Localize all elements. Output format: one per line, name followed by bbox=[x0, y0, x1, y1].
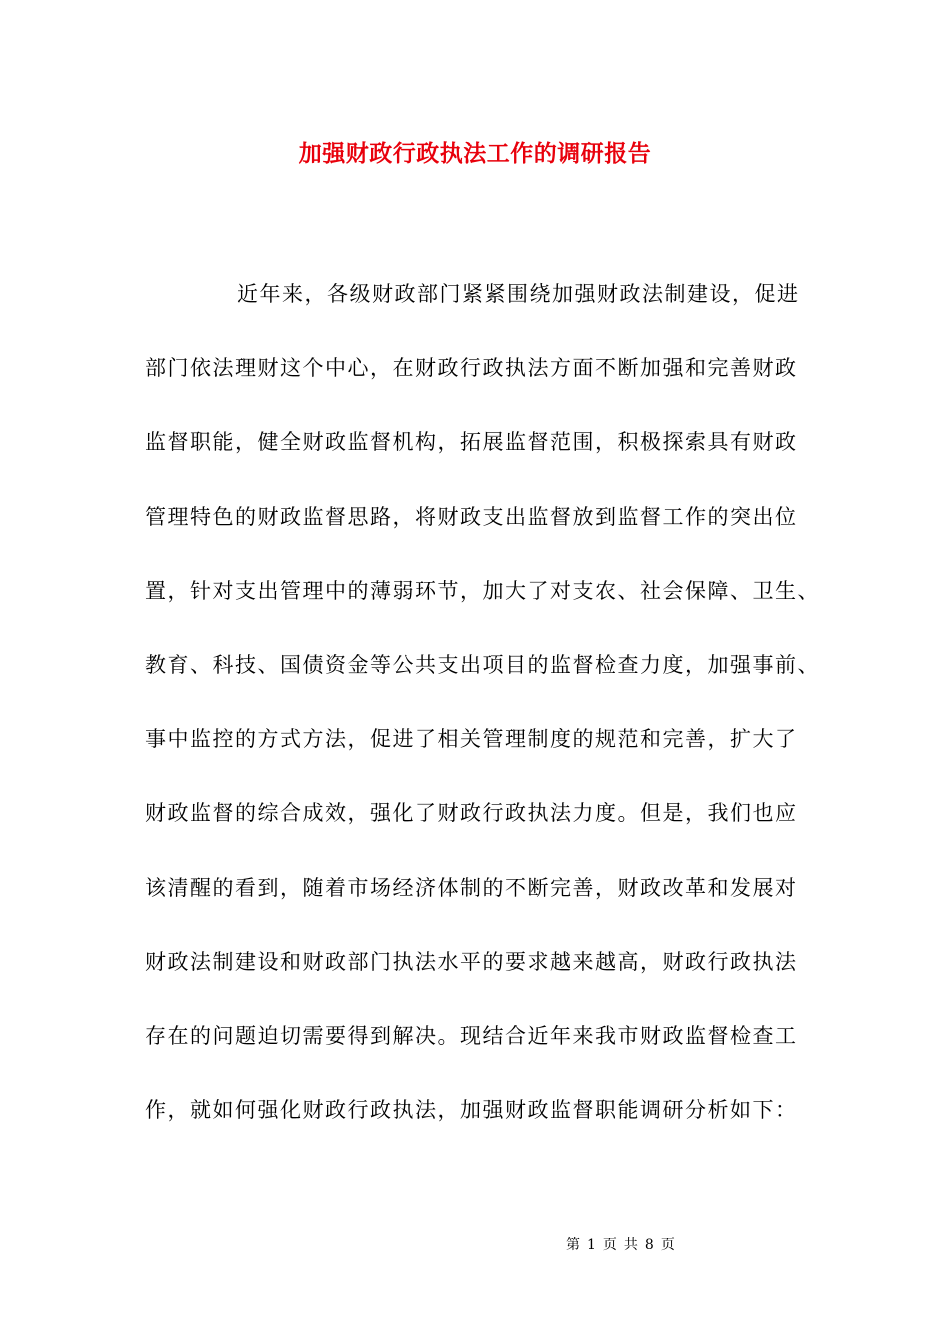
page-number-footer bbox=[566, 1235, 676, 1255]
paragraph-line: 事中监控的方式方法，促进了相关管理制度的规范和完善，扩大了 bbox=[145, 727, 798, 752]
paragraph-line: 财政法制建设和财政部门执法水平的要求越来越高，财政行政执法 bbox=[145, 949, 798, 974]
paragraph-line: 财政监督的综合成效，强化了财政行政执法力度。但是，我们也应 bbox=[145, 801, 798, 826]
paragraph-line: 作，就如何强化财政行政执法，加强财政监督职能调研分析如下： bbox=[145, 1098, 798, 1123]
paragraph-line: 置，针对支出管理中的薄弱环节，加大了对支农、社会保障、卫生、 bbox=[145, 578, 820, 603]
document-title: 加强财政行政执法工作的调研报告 bbox=[298, 140, 652, 167]
paragraph-line: 监督职能，健全财政监督机构，拓展监督范围，积极探索具有财政 bbox=[145, 430, 798, 455]
paragraph-line: 该清醒的看到，随着市场经济体制的不断完善，财政改革和发展对 bbox=[145, 875, 798, 900]
footer-current-page: 1 bbox=[587, 1237, 597, 1253]
footer-total-pages: 8 bbox=[644, 1237, 655, 1253]
body-paragraph bbox=[145, 276, 835, 1166]
footer-page-word: 页 bbox=[602, 1237, 618, 1253]
paragraph-line: 教育、科技、国债资金等公共支出项目的监督检查力度，加强事前、 bbox=[145, 652, 820, 677]
paragraph-line: 存在的问题迫切需要得到解决。现结合近年来我市财政监督检查工 bbox=[145, 1023, 798, 1048]
footer-total-word: 共 bbox=[623, 1237, 639, 1253]
paragraph-line: 管理特色的财政监督思路，将财政支出监督放到监督工作的突出位 bbox=[145, 504, 798, 529]
footer-suffix: 页 bbox=[660, 1237, 676, 1253]
paragraph-line: 部门依法理财这个中心，在财政行政执法方面不断加强和完善财政 bbox=[145, 356, 798, 381]
paragraph-line: 近年来，各级财政部门紧紧围绕加强财政法制建设，促进 bbox=[237, 282, 800, 306]
footer-prefix: 第 bbox=[566, 1237, 581, 1253]
